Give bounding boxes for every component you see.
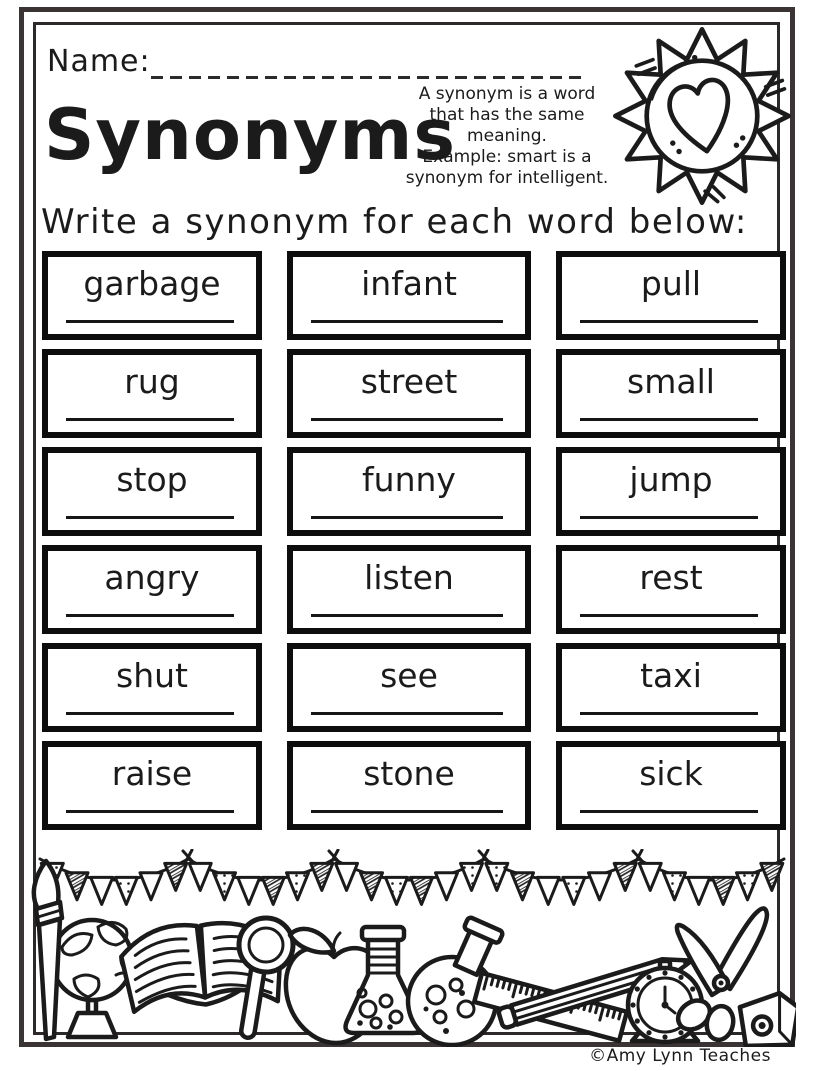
word-label: small bbox=[627, 362, 715, 401]
word-label: angry bbox=[104, 558, 200, 597]
school-supplies-border bbox=[16, 855, 796, 1047]
word-card bbox=[287, 251, 531, 340]
answer-blank[interactable] bbox=[66, 418, 234, 421]
paintbrush-icon bbox=[34, 861, 62, 1039]
answer-blank[interactable] bbox=[66, 516, 234, 519]
globe-icon bbox=[52, 920, 132, 1037]
word-card bbox=[556, 545, 786, 634]
sun-heart-icon bbox=[608, 20, 796, 212]
definition-line: Example: smart is a bbox=[422, 147, 592, 168]
word-card bbox=[42, 447, 262, 536]
name-label: Name: bbox=[47, 44, 151, 79]
word-card bbox=[556, 349, 786, 438]
word-card bbox=[287, 545, 531, 634]
pencil-sharpener-icon bbox=[736, 989, 796, 1047]
answer-blank[interactable] bbox=[311, 320, 503, 323]
answer-blank[interactable] bbox=[66, 712, 234, 715]
word-card bbox=[287, 349, 531, 438]
definition-line: synonym for intelligent. bbox=[405, 168, 609, 189]
word-card bbox=[287, 643, 531, 732]
answer-blank[interactable] bbox=[311, 614, 503, 617]
word-label: rug bbox=[124, 362, 180, 401]
word-label: raise bbox=[111, 754, 193, 793]
word-label: pull bbox=[640, 264, 702, 303]
word-label: funny bbox=[362, 460, 456, 499]
word-label: listen bbox=[364, 558, 454, 597]
word-card bbox=[556, 251, 786, 340]
word-card bbox=[42, 251, 262, 340]
answer-blank[interactable] bbox=[580, 320, 758, 323]
answer-blank[interactable] bbox=[580, 418, 758, 421]
answer-blank[interactable] bbox=[311, 418, 503, 421]
name-blank-line[interactable] bbox=[151, 50, 581, 79]
word-label: see bbox=[380, 656, 438, 695]
word-card bbox=[42, 545, 262, 634]
answer-blank[interactable] bbox=[580, 712, 758, 715]
answer-blank[interactable] bbox=[66, 320, 234, 323]
word-card bbox=[42, 349, 262, 438]
word-card bbox=[556, 741, 786, 830]
worksheet-title: Synonyms bbox=[44, 94, 457, 176]
word-card bbox=[287, 447, 531, 536]
definition-line: that has the same bbox=[429, 105, 585, 126]
instruction-text: Write a synonym for each word below: bbox=[41, 202, 748, 242]
word-grid bbox=[42, 251, 786, 830]
word-label: shut bbox=[116, 656, 188, 695]
word-label: jump bbox=[629, 460, 713, 499]
word-label: rest bbox=[639, 558, 703, 597]
word-label: sick bbox=[639, 754, 703, 793]
word-label: stone bbox=[363, 754, 455, 793]
word-card bbox=[556, 643, 786, 732]
definition-line: meaning. bbox=[467, 126, 547, 147]
answer-blank[interactable] bbox=[66, 810, 234, 813]
definition-line: A synonym is a word bbox=[418, 84, 596, 104]
answer-blank[interactable] bbox=[311, 712, 503, 715]
word-label: street bbox=[360, 362, 458, 401]
word-label: taxi bbox=[640, 656, 702, 695]
word-card bbox=[556, 447, 786, 536]
word-label: garbage bbox=[83, 264, 221, 303]
word-label: stop bbox=[116, 460, 188, 499]
answer-blank[interactable] bbox=[580, 614, 758, 617]
credit-text: ©Amy Lynn Teaches bbox=[589, 1046, 771, 1066]
answer-blank[interactable] bbox=[66, 614, 234, 617]
answer-blank[interactable] bbox=[311, 516, 503, 519]
answer-blank[interactable] bbox=[580, 516, 758, 519]
answer-blank[interactable] bbox=[311, 810, 503, 813]
word-label: infant bbox=[361, 264, 457, 303]
answer-blank[interactable] bbox=[580, 810, 758, 813]
word-card bbox=[287, 741, 531, 830]
word-card bbox=[42, 741, 262, 830]
word-card bbox=[42, 643, 262, 732]
synonym-definition bbox=[381, 84, 633, 189]
